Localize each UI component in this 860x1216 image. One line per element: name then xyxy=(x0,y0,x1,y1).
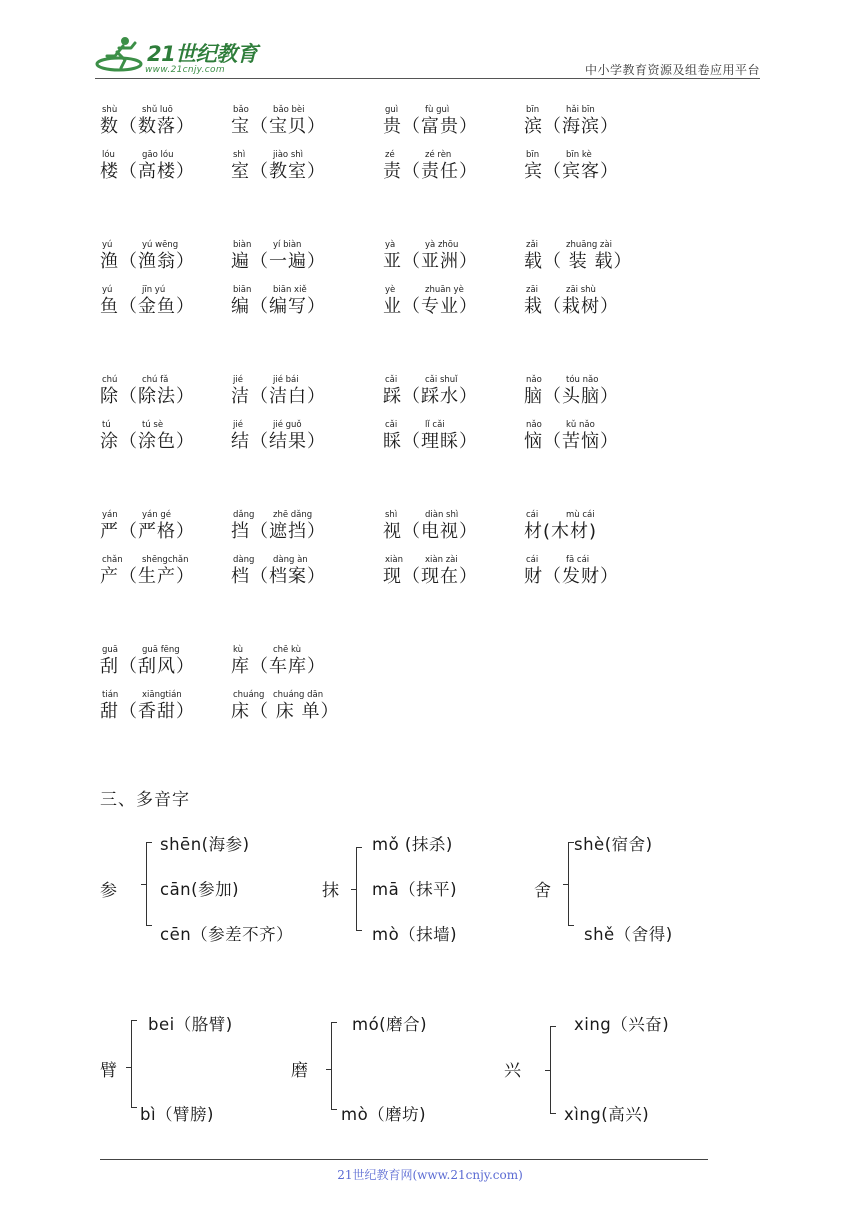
char-pinyin: shì xyxy=(233,150,246,160)
char-pinyin: yán xyxy=(102,510,118,520)
word-pinyin: dàng àn xyxy=(273,555,308,565)
brace-bi xyxy=(131,1020,132,1108)
char-pinyin: chǎn xyxy=(102,555,123,565)
char-pinyin: bīn xyxy=(526,105,540,115)
brace-she xyxy=(568,842,569,926)
word-pinyin: mù cái xyxy=(566,510,595,520)
word-text: 滨（海滨） xyxy=(524,116,619,137)
logo-text: 21世纪教育 xyxy=(147,42,258,66)
word-pinyin: jiào shì xyxy=(273,150,304,160)
word-text: 档（档案） xyxy=(231,566,326,587)
word-text: 贵（富贵） xyxy=(383,116,478,137)
poly-reading: shě（舍得) xyxy=(584,925,673,944)
word-text: 现（现在） xyxy=(383,566,478,587)
section-title: 三、多音字 xyxy=(100,790,190,810)
word-text: 编（编写） xyxy=(231,296,326,317)
char-pinyin: biàn xyxy=(233,240,252,250)
poly-reading: mò（磨坊) xyxy=(341,1105,427,1124)
poly-char-mo: 抹 xyxy=(322,881,339,901)
poly-reading: shēn(海参) xyxy=(160,835,250,854)
word-pinyin: kǔ nǎo xyxy=(566,420,595,430)
word-pinyin: shǔ luō xyxy=(142,105,173,115)
char-pinyin: yè xyxy=(385,285,396,295)
brace-mo xyxy=(356,847,357,931)
poly-char-xing: 兴 xyxy=(504,1061,521,1081)
word-pinyin: zé rèn xyxy=(425,150,452,160)
word-text: 栽（栽树） xyxy=(524,296,619,317)
char-pinyin: cǎi xyxy=(385,375,398,385)
word-pinyin: biān xiě xyxy=(273,285,307,295)
poly-reading: bì（臂膀) xyxy=(140,1105,214,1124)
header-divider xyxy=(95,78,760,79)
word-text: 涂（涂色） xyxy=(100,431,195,452)
poly-reading: mó(磨合) xyxy=(352,1015,428,1034)
word-text: 踩（踩水） xyxy=(383,386,478,407)
char-pinyin: cái xyxy=(526,510,539,520)
word-pinyin: chuáng dān xyxy=(273,690,324,700)
word-pinyin: zhuān yè xyxy=(425,285,464,295)
word-text: 宝（宝贝） xyxy=(231,116,326,137)
poly-char-can: 参 xyxy=(100,881,117,901)
word-pinyin: tú sè xyxy=(142,420,164,430)
char-pinyin: biān xyxy=(233,285,252,295)
word-pinyin: xiāngtián xyxy=(142,690,182,700)
word-pinyin: yán gé xyxy=(142,510,171,520)
word-text: 库（车库） xyxy=(231,656,326,677)
char-pinyin: zé xyxy=(385,150,395,160)
poly-reading: mò（抹墙) xyxy=(372,925,458,944)
logo-url: www.21cnjy.com xyxy=(145,65,225,75)
char-pinyin: zāi xyxy=(526,285,539,295)
poly-reading: cēn（参差不齐） xyxy=(160,925,294,944)
char-pinyin: chuáng xyxy=(233,690,265,700)
char-pinyin: guā xyxy=(102,645,118,655)
char-pinyin: yà xyxy=(385,240,396,250)
word-text: 责（责任） xyxy=(383,161,478,182)
char-pinyin: jié xyxy=(233,375,243,385)
word-text: 床（ 床 单） xyxy=(231,701,340,722)
poly-char-she: 舍 xyxy=(534,881,551,901)
runner-logo-icon xyxy=(95,34,147,74)
word-text: 甜（香甜） xyxy=(100,701,195,722)
char-pinyin: tú xyxy=(102,420,111,430)
char-pinyin: cái xyxy=(526,555,539,565)
poly-char-bi: 臂 xyxy=(100,1061,117,1081)
word-pinyin: fā cái xyxy=(566,555,590,565)
word-pinyin: jié guǒ xyxy=(273,420,302,430)
footer-text: 21世纪教育网(www.21cnjy.com) xyxy=(337,1168,523,1182)
word-pinyin: guā fēng xyxy=(142,645,180,655)
word-pinyin: lǐ cǎi xyxy=(425,420,445,430)
word-text: 数（数落） xyxy=(100,116,195,137)
word-text: 渔（渔翁） xyxy=(100,251,195,272)
word-text: 洁（洁白） xyxy=(231,386,326,407)
char-pinyin: dǎng xyxy=(233,510,255,520)
char-pinyin: yú xyxy=(102,240,113,250)
page-header xyxy=(95,34,760,82)
word-pinyin: fù guì xyxy=(425,105,450,115)
char-pinyin: chú xyxy=(102,375,118,385)
word-text: 业（专业） xyxy=(383,296,478,317)
footer-divider xyxy=(100,1159,708,1160)
char-pinyin: yú xyxy=(102,285,113,295)
word-text: 脑（头脑） xyxy=(524,386,619,407)
logo xyxy=(95,34,270,78)
word-text: 除（除法） xyxy=(100,386,195,407)
word-text: 睬（理睬） xyxy=(383,431,478,452)
brace-can xyxy=(146,842,147,926)
word-pinyin: zāi shù xyxy=(566,285,596,295)
word-text: 载（ 装 载） xyxy=(524,251,633,272)
word-text: 挡（遮挡） xyxy=(231,521,326,542)
word-text: 产（生产） xyxy=(100,566,195,587)
char-pinyin: bīn xyxy=(526,150,540,160)
word-pinyin: bīn kè xyxy=(566,150,592,160)
char-pinyin: zǎi xyxy=(526,240,539,250)
word-text: 视（电视） xyxy=(383,521,478,542)
word-pinyin: zhuāng zài xyxy=(566,240,612,250)
char-pinyin: bǎo xyxy=(233,105,249,115)
word-text: 结（结果） xyxy=(231,431,326,452)
char-pinyin: kù xyxy=(233,645,244,655)
word-text: 室（教室） xyxy=(231,161,326,182)
word-text: 严（严格） xyxy=(100,521,195,542)
poly-reading: mā（抹平) xyxy=(372,880,458,899)
poly-char-mo2: 磨 xyxy=(291,1061,308,1081)
word-text: 财（发财） xyxy=(524,566,619,587)
char-pinyin: dàng xyxy=(233,555,255,565)
poly-reading: mǒ (抹杀) xyxy=(372,835,453,854)
word-text: 宾（宾客） xyxy=(524,161,619,182)
brace-mo2 xyxy=(331,1022,332,1110)
poly-reading: bei（胳臂) xyxy=(148,1015,233,1034)
char-pinyin: nǎo xyxy=(526,375,542,385)
word-pinyin: xiàn zài xyxy=(425,555,458,565)
word-pinyin: chē kù xyxy=(273,645,302,655)
char-pinyin: shì xyxy=(385,510,398,520)
char-pinyin: guì xyxy=(385,105,399,115)
word-text: 材(木材) xyxy=(524,521,598,542)
word-text: 遍（一遍） xyxy=(231,251,326,272)
word-pinyin: jīn yú xyxy=(142,285,166,295)
char-pinyin: jié xyxy=(233,420,243,430)
char-pinyin: cǎi xyxy=(385,420,398,430)
header-platform-title: 中小学教育资源及组卷应用平台 xyxy=(584,63,760,77)
word-pinyin: cǎi shuǐ xyxy=(425,375,458,385)
poly-reading: xìng(高兴) xyxy=(564,1105,650,1124)
word-pinyin: jié bái xyxy=(273,375,299,385)
word-pinyin: yú wēng xyxy=(142,240,179,250)
word-pinyin: zhē dǎng xyxy=(273,510,313,520)
word-text: 楼（高楼） xyxy=(100,161,195,182)
word-text: 鱼（金鱼） xyxy=(100,296,195,317)
word-pinyin: yà zhōu xyxy=(425,240,459,250)
word-pinyin: yí biàn xyxy=(273,240,302,250)
word-text: 亚（亚洲） xyxy=(383,251,478,272)
word-text: 刮（刮风） xyxy=(100,656,195,677)
char-pinyin: xiàn xyxy=(385,555,403,565)
char-pinyin: shù xyxy=(102,105,118,115)
char-pinyin: nǎo xyxy=(526,420,542,430)
word-pinyin: diàn shì xyxy=(425,510,459,520)
char-pinyin: lóu xyxy=(102,150,115,160)
poly-reading: cān(参加) xyxy=(160,880,240,899)
poly-reading: shè(宿舍) xyxy=(574,835,653,854)
word-text: 恼（苦恼） xyxy=(524,431,619,452)
word-pinyin: shēngchǎn xyxy=(142,555,189,565)
word-pinyin: tóu nǎo xyxy=(566,375,599,385)
word-pinyin: hǎi bīn xyxy=(566,105,595,115)
char-pinyin: tián xyxy=(102,690,119,700)
poly-reading: xing（兴奋) xyxy=(574,1015,670,1034)
word-pinyin: gāo lóu xyxy=(142,150,174,160)
word-pinyin: chú fǎ xyxy=(142,375,169,385)
word-pinyin: bǎo bèi xyxy=(273,105,305,115)
brace-xing xyxy=(550,1026,551,1114)
